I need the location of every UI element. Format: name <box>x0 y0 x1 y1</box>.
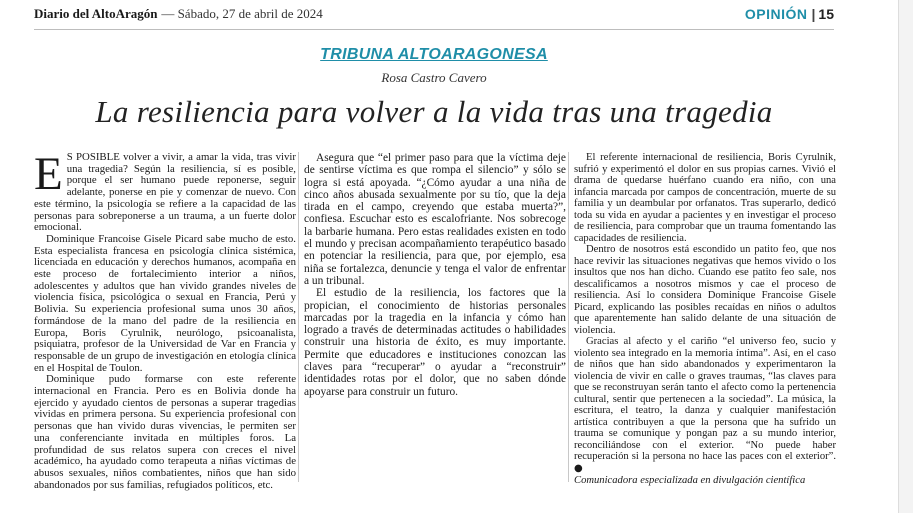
article-paragraph: Dominique Francoise Gisele Picard sabe mucho de esto. Esta especialista francesa en psicología clínica sistémica, licenciada en educación y derechos humanos, acompaña en este proceso de fortalecimiento interior a niños, adolescentes y adultos que han vivido grandes niveles de violencia física, psicológica o sexual en Francia, Perú y Bolivia. Su experiencia profesional suma unos 30 años, formándose de la mano del padre de la resiliencia en Europa, Boris Cyrulnik, neurólogo, psicoanalista, psiquiatra, profesor de la Universidad de Var en Francia y responsable de un grupo de investigación en etología clínica en el Hospital de Toulon. <box>34 232 296 374</box>
article-paragraph: Dominique pudo formarse con este referente internacional en Francia. Pero es en Bolivia donde ha ejercido y ayudado cientos de personas a superar tragedias vividas en primera persona. Su experiencia profesional con personas que han vivido duras vivencias, le permiten ser una conferenciante invitada en múltiples foros. La profundidad de sus relatos supera con creces el nivel académico, ha ayudado como terapeuta a niñas víctimas de abusos sexuales, niños combatientes, niños que han sido abandonados por sus familias, refugiados políticos, etc. <box>34 373 296 491</box>
article-headline: La resiliencia para volver a la vida tras una tragedia <box>95 94 773 129</box>
header-separator: | <box>811 6 816 22</box>
article-column-1 <box>34 148 296 491</box>
article-paragraph: E S POSIBLE volver a vivir, a amar la vida, tras vivir una tragedia? Según la resiliencia, sí es posible, porque el ser humano puede reponerse, seguir adelante, ponerse en pie y comenzar de nuevo. Con este término, la psicología se refiere a la capacidad de las personas para sobreponerse a un trauma, a un fuerte dolor emocional. <box>34 148 296 234</box>
publication-date: — Sábado, 27 de abril de 2024 <box>161 6 323 21</box>
article-paragraph: Gracias al afecto y el cariño “el universo feo, sucio y violento sea integrado en la memoria íntima”. Así, en el caso de niños que han sido abandonados y experimentaron la violencia de vivir en calle o graves traumas, “las claves para que se reconstruyan serán tanto el afecto como la pertenencia cultural, sentir que pertenecen a la sociedad”. La música, la escritura, el teatro, la danza y cualquier manifestación artística contribuyen a que la persona que ha sufrido un trauma se comunique y pongan paz a su mundo interior, reconciliándose con el exterior. “No puede haber recuperación si la persona no hace las paces con el exterior”. ● <box>574 336 836 474</box>
article-paragraph: Dentro de nosotros está escondido un patito feo, que nos hace revivir las situaciones negativas que hemos vivido o los insultos que nos han dicho. Cuando ese patito feo sale, nos descalificamos a nosotros mismos y cae el proceso de resiliencia. Así lo considera Dominique Francoise Gisele Picard, explicando las posibles recaídas en niños o adultos que aparentemente han salido delante de una situación de violencia. <box>574 244 836 336</box>
newspaper-name: Diario del AltoAragón <box>34 6 158 21</box>
author-signoff: Comunicadora especializada en divulgación científica <box>574 475 806 486</box>
section-title: TRIBUNA ALTOARAGONESA <box>320 46 548 63</box>
article-column-2 <box>304 152 566 398</box>
end-mark: ● <box>574 462 583 474</box>
section-page-label <box>745 6 834 22</box>
page-number: 15 <box>818 6 834 22</box>
article-column-3 <box>574 152 836 487</box>
lead-caps: S POSIBLE <box>66 151 120 163</box>
article-paragraph: El estudio de la resiliencia, los factores que la propician, el conocimiento de historias personales marcadas por la tragedia en la infancia y cómo han logrado a través de determinadas actitudes o habilidades construir una historia de éxito, es muy importante. Permite que educadores e instituciones conozcan las claves para “recuperar” o ayudar a “reconstruir” identidades rotas por el dolor, que no saben dónde apoyarse para construir un futuro. <box>304 287 566 398</box>
scrollbar[interactable] <box>898 0 913 513</box>
page-header <box>34 6 834 26</box>
article-paragraph: Asegura que “el primer paso para que la víctima deje de sentirse víctima es que rompa el silencio” y sólo se logra si está apoyada. “¿Cómo ayudar a una niña de cinco años abusada sexualmente por su tío, que la deja tirada en el campo, creyendo que estaba muerta?”, confiesa. Escuchar esto es escalofriante. Nos sobrecoge la barbarie humana. Pero estas realidades existen en todo el mundo y precisan acompañamiento terapéutico basado en potenciar la resiliencia, para que, por ejemplo, esa niña se fortalezca, denuncie y tenga el valor de enfrentar a un tribunal. <box>304 152 566 287</box>
drop-cap: E <box>34 148 63 200</box>
article-author: Rosa Castro Cavero <box>381 70 487 85</box>
article-paragraph: El referente internacional de resiliencia, Boris Cyrulnik, sufrió y experimentó el dolor en sus propias carnes. Vivió el drama de quedarse huérfano cuando era niño, con una infancia marcada por campos de concentración, muerte de su familia y un deambular por orfanatos. Tras superarlo, dedicó toda su vida en ayudar a pacientes y en investigar el proceso de resiliencia, para comprobar que un trauma fomentando las capacidades de resiliencia. <box>574 152 836 244</box>
section-name: OPINIÓN <box>744 6 808 22</box>
column-divider <box>298 152 299 482</box>
header-rule <box>34 29 834 30</box>
column-divider <box>568 152 569 482</box>
